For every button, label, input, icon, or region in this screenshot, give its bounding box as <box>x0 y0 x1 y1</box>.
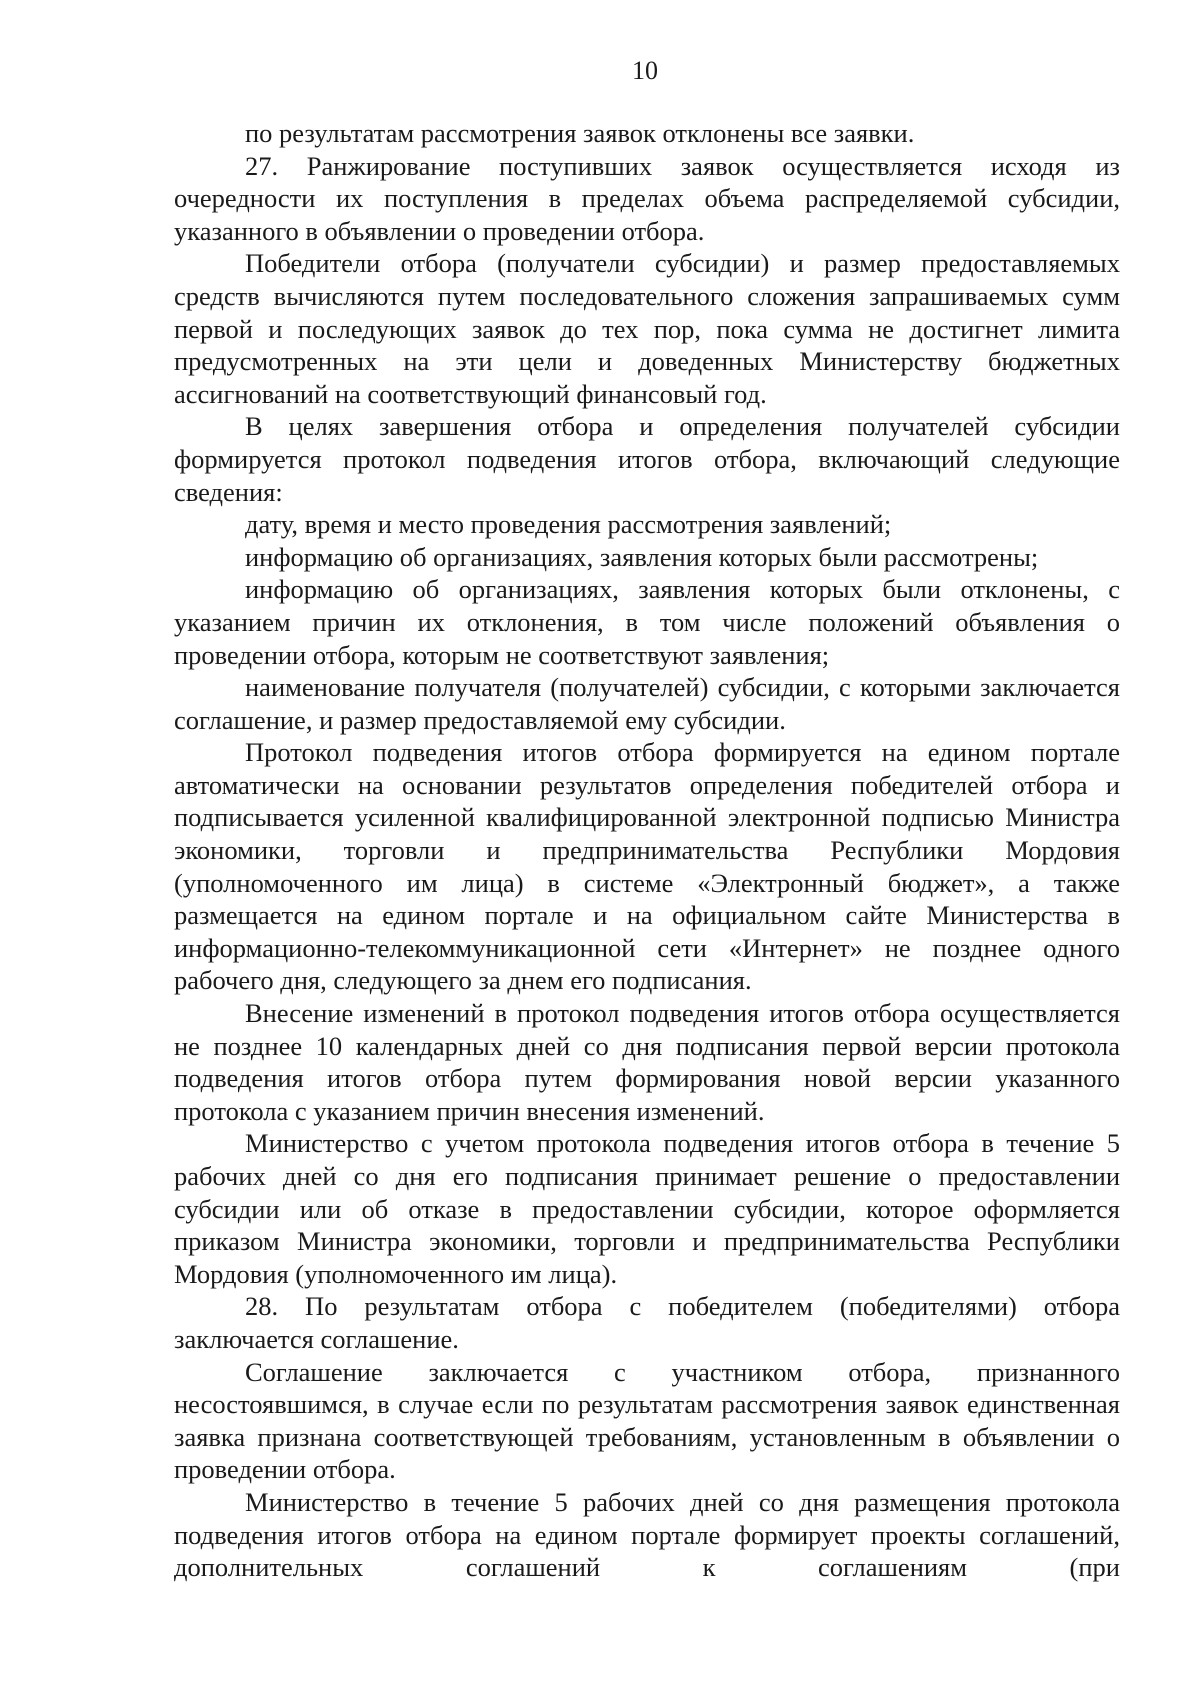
list-item-rejected: информацию об организациях, заявления которых были отклонены, с указанием причин их отклонения, в том числе положений объявления о проведении отбора, которым не соответствуют заявления; <box>174 574 1120 670</box>
paragraph-ministry-drafts: Министерство в течение 5 рабочих дней со дня размещения протокола подведения итогов отбора на едином портале формирует проекты соглашений, дополнительных соглашений к соглашениям (при <box>174 1486 1120 1583</box>
paragraph-item-28: 28. По результатам отбора с победителем (победителями) отбора заключается соглашение. <box>174 1291 1120 1354</box>
paragraph-winners: Победители отбора (получатели субсидии) и размер предоставляемых средств вычисляются путем последовательного сложения запрашиваемых сумм первой и последующих заявок до тех пор, пока сумма не достигнет лимита предусмотренных на эти цели и доведенных Министерству бюджетных ассигнований на соответствующий финансовый год. <box>174 248 1120 409</box>
paragraph-ministry-decision: Министерство с учетом протокола подведения итогов отбора в течение 5 рабочих дней со дня его подписания принимает решение о предоставлении субсидии или об отказе в предоставлении субсидии, которое оформляется приказом Министра экономики, торговли и предпринимательства Республики Мордовия (уполномоченного им лица). <box>174 1128 1120 1289</box>
document-body <box>174 117 1120 1584</box>
page-number: 10 <box>632 56 658 85</box>
paragraph-protocol-changes: Внесение изменений в протокол подведения итогов отбора осуществляется не позднее 10 календарных дней со дня подписания первой версии протокола подведения итогов отбора путем формирования новой версии указанного протокола с указанием причин внесения изменений. <box>174 998 1120 1126</box>
paragraph-protocol-intro: В целях завершения отбора и определения получателей субсидии формируется протокол подведения итогов отбора, включающий следующие сведения: <box>174 411 1120 507</box>
list-item-reviewed: информацию об организациях, заявления которых были рассмотрены; <box>245 541 1039 572</box>
paragraph-protocol-portal: Протокол подведения итогов отбора формируется на едином портале автоматически на основании результатов определения победителей отбора и подписывается усиленной квалифицированной электронной подписью Министра экономики, торговли и предпринимательства Республики Мордовия (уполномоченного им лица) в системе «Электронный бюджет», а также размещается на едином портале и на официальном сайте Министерства в информационно-телекоммуникационной сети «Интернет» не позднее одного рабочего дня, следующего за днем его подписания. <box>174 737 1120 996</box>
paragraph-item-27: 27. Ранжирование поступивших заявок осуществляется исходя из очередности их поступления в пределах объема распределяемой субсидии, указанного в объявлении о проведении отбора. <box>174 150 1120 246</box>
paragraph-continuation: по результатам рассмотрения заявок отклонены все заявки. <box>245 118 915 148</box>
paragraph-agreement: Соглашение заключается с участником отбора, признанного несостоявшимся, в случае если по результатам рассмотрения заявок единственная заявка признана соответствующей требованиям, установленным в объявлении о проведении отбора. <box>174 1356 1120 1485</box>
list-item-date: дату, время и место проведения рассмотрения заявлений; <box>245 509 892 540</box>
list-item-recipient: наименование получателя (получателей) субсидии, с которыми заключается соглашение, и размер предоставляемой ему субсидии. <box>174 672 1120 735</box>
